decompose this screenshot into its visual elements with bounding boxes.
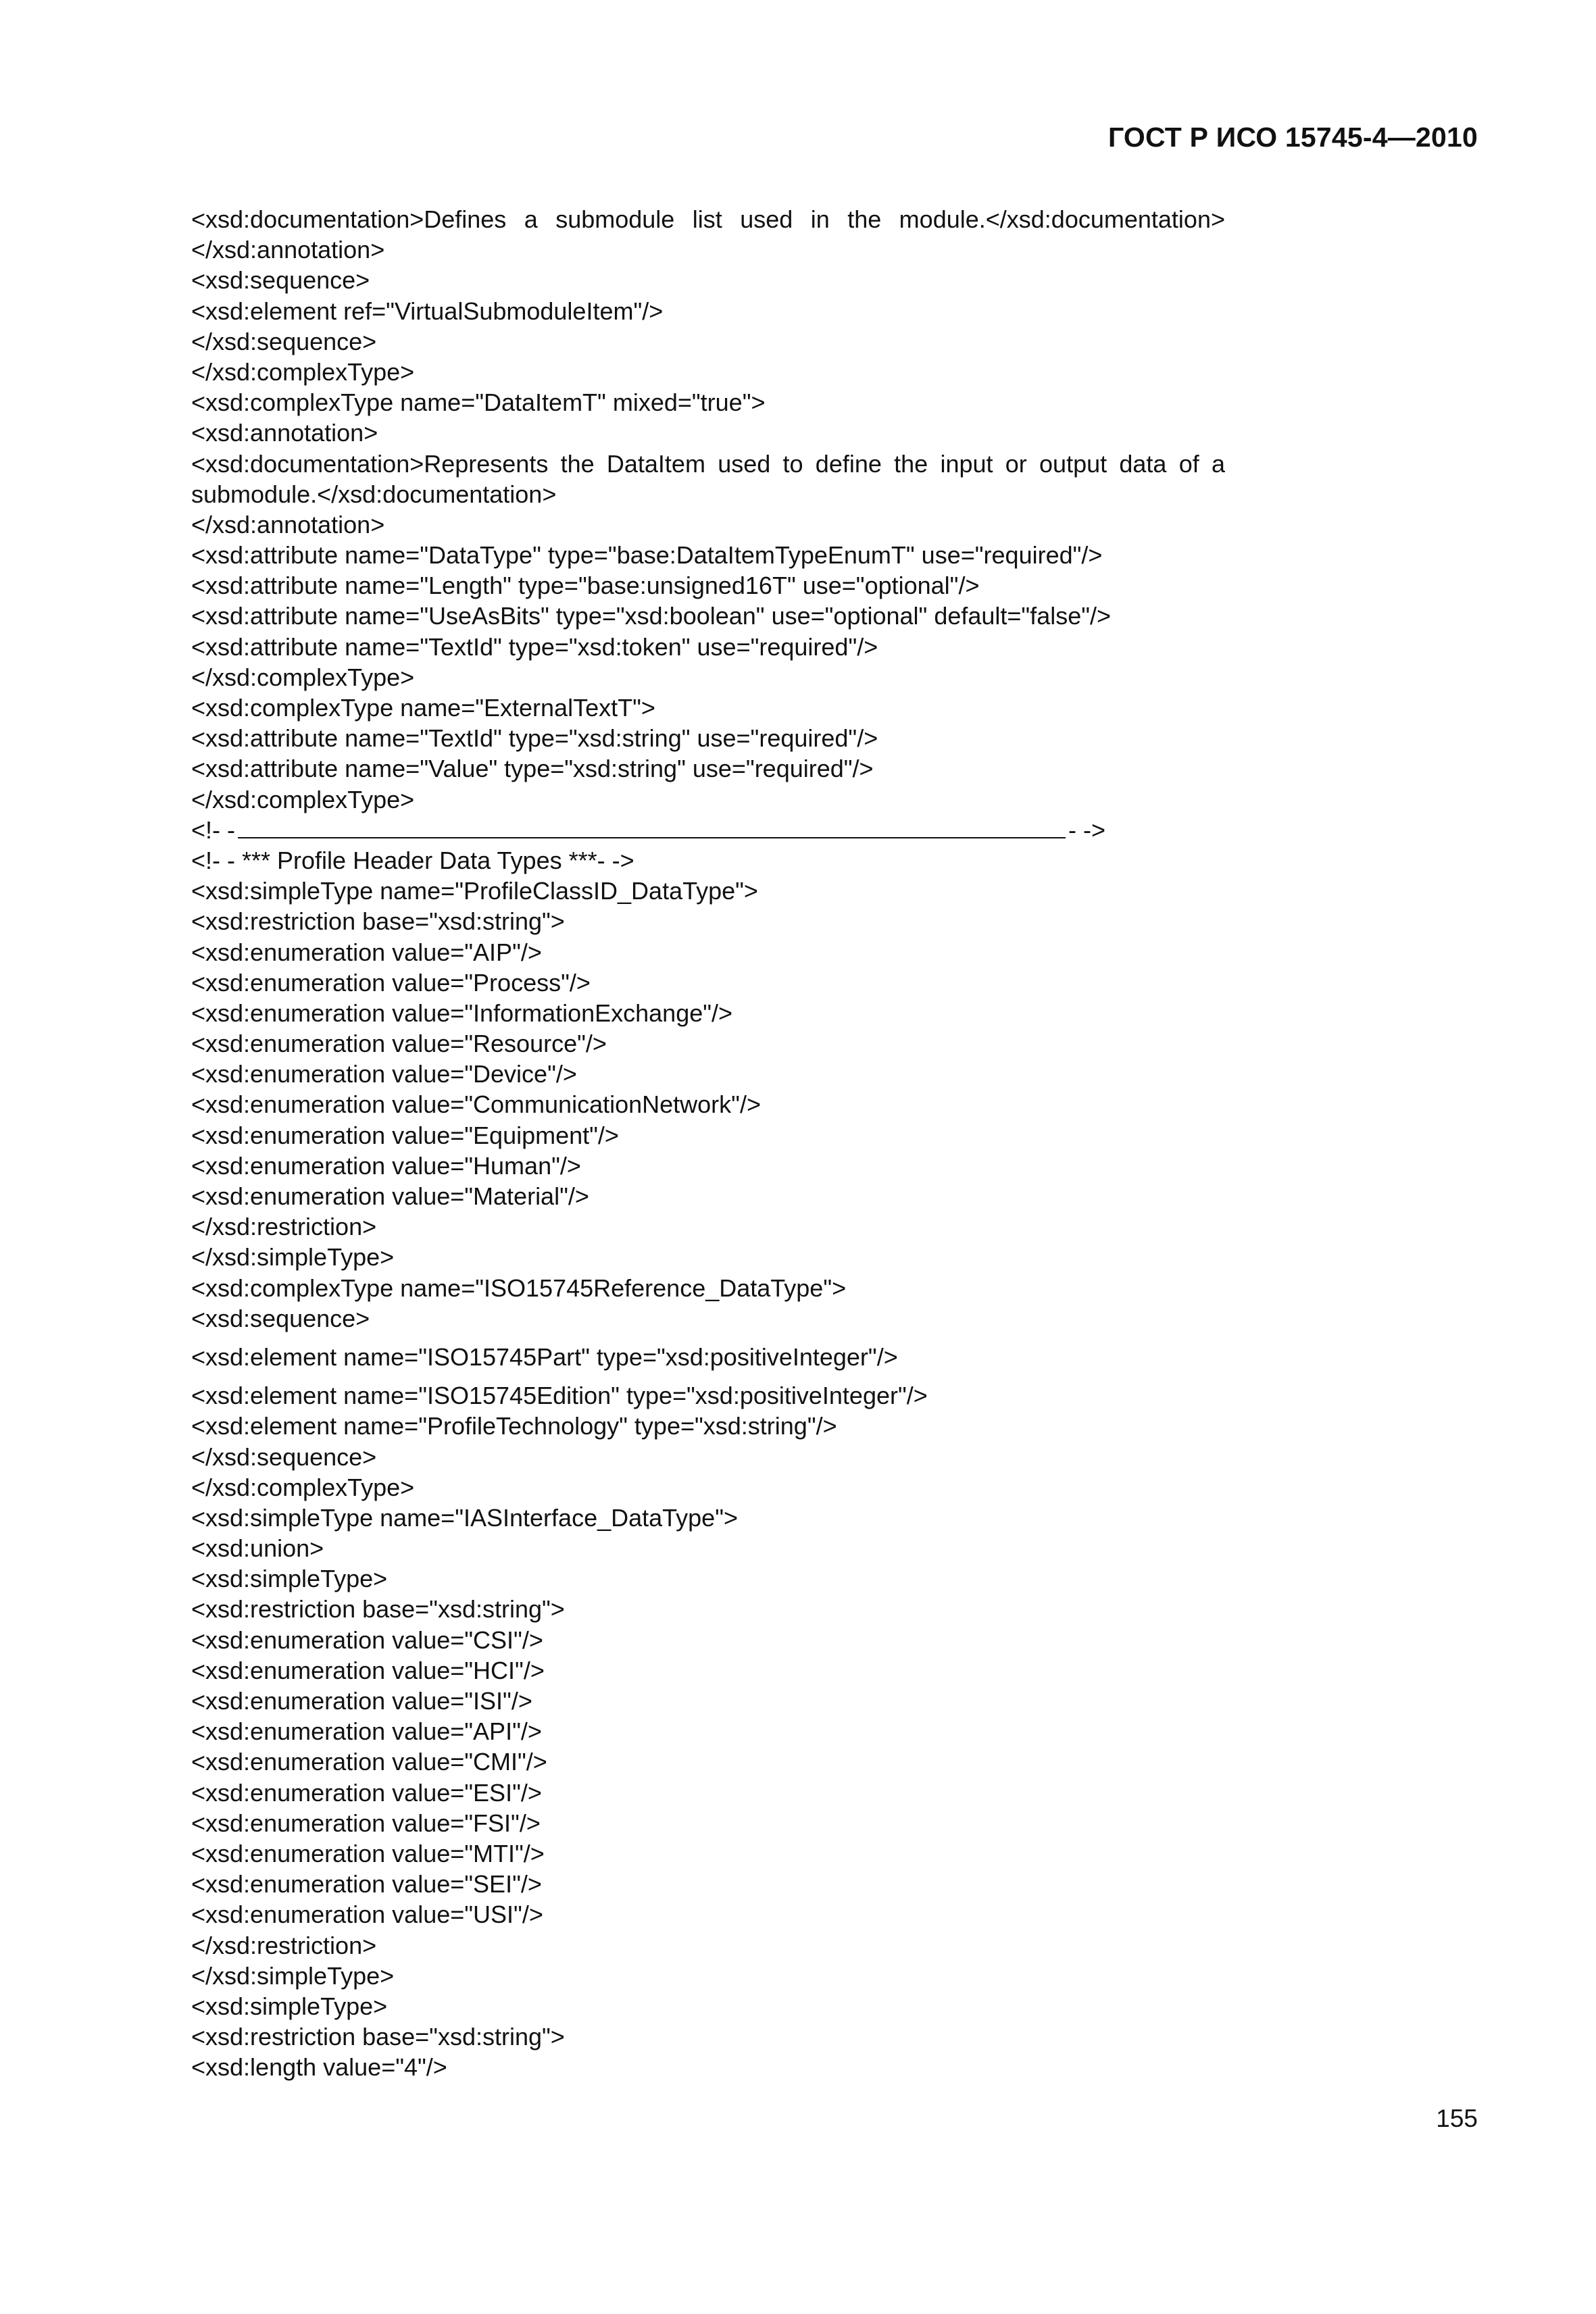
code-line: <xsd:complexType name="DataItemT" mixed="true"> [191,388,766,417]
code-line: <xsd:simpleType> [191,1565,388,1593]
code-line: <xsd:enumeration value="Human"/> [191,1151,581,1180]
code-line: <xsd:simpleType name="ProfileClassID_DataType"> [191,877,758,905]
code-line: <xsd:element name="ISO15745Part" type="xsd:positiveInteger"/> [191,1342,898,1371]
code-line: </xsd:restriction> [191,1213,377,1241]
code-line: </xsd:annotation> [191,236,385,264]
code-line: <xsd:annotation> [191,419,378,447]
code-line: <xsd:enumeration value="CSI"/> [191,1626,543,1654]
code-line: </xsd:sequence> [191,327,377,355]
code-line: <!- - *** Profile Header Data Types ***- -> [191,846,634,874]
code-line: <xsd:restriction base="xsd:string"> [191,907,565,936]
code-line: <xsd:restriction base="xsd:string"> [191,1595,565,1624]
code-line: </xsd:sequence> [191,1442,377,1471]
code-line: <xsd:element name="ISO15745Edition" type="xsd:positiveInteger"/> [191,1382,928,1410]
page-number: 155 [1436,2105,1478,2132]
code-line: <xsd:enumeration value="Resource"/> [191,1030,607,1058]
comment-separator [191,815,1225,845]
code-line: <xsd:element ref="VirtualSubmoduleItem"/> [191,297,664,325]
code-line: <xsd:complexType name="ExternalTextT"> [191,694,655,722]
code-line: <xsd:enumeration value="Device"/> [191,1060,577,1088]
code-line: <xsd:attribute name="UseAsBits" type="xsd:boolean" use="optional" default="false"/> [191,602,1112,630]
code-line: <xsd:enumeration value="API"/> [191,1717,542,1746]
code-line: </xsd:restriction> [191,1931,377,1959]
code-line: <xsd:enumeration value="AIP"/> [191,938,542,966]
code-line: <xsd:enumeration value="Equipment"/> [191,1121,619,1149]
code-line: submodule.</xsd:documentation> [191,480,557,508]
code-line: <xsd:enumeration value="Material"/> [191,1182,589,1210]
code-line: <xsd:enumeration value="InformationExchange"/> [191,999,733,1027]
separator-rule [238,818,1066,838]
code-line: <xsd:length value="4"/> [191,2053,447,2082]
code-line: <xsd:documentation>Represents the DataItem used to define the input or output data of a [191,449,1225,478]
code-line: <xsd:attribute name="TextId" type="xsd:string" use="required"/> [191,724,878,753]
code-line: <xsd:attribute name="Value" type="xsd:string" use="required"/> [191,755,874,783]
code-line: <xsd:attribute name="Length" type="base:unsigned16T" use="optional"/> [191,572,980,600]
code-line: <xsd:attribute name="DataType" type="base:DataItemTypeEnumT" use="required"/> [191,541,1103,570]
code-line: <xsd:enumeration value="USI"/> [191,1901,543,1929]
code-line: <xsd:enumeration value="Process"/> [191,968,591,997]
code-line: <xsd:element name="ProfileTechnology" type="xsd:string"/> [191,1412,837,1440]
xsd-code-listing [191,204,1225,2082]
code-line: <xsd:enumeration value="MTI"/> [191,1839,545,1867]
code-line: <xsd:simpleType> [191,1992,388,2020]
code-line: </xsd:complexType> [191,663,415,691]
code-line: <xsd:enumeration value="HCI"/> [191,1656,545,1684]
code-line: <xsd:restriction base="xsd:string"> [191,2023,565,2051]
code-line: </xsd:simpleType> [191,1243,395,1272]
code-line: </xsd:annotation> [191,510,385,538]
document-header: ГОСТ Р ИСО 15745-4—2010 [1108,122,1478,153]
code-line: <xsd:enumeration value="ISI"/> [191,1687,532,1715]
code-line: </xsd:complexType> [191,785,415,813]
code-line: <xsd:complexType name="ISO15745Reference_DataType"> [191,1274,847,1302]
code-line: <xsd:sequence> [191,1304,370,1332]
code-line: <xsd:enumeration value="ESI"/> [191,1778,542,1807]
separator-close: - -> [1068,815,1106,844]
code-line: <xsd:documentation>Defines a submodule list used in the module.</xsd:documentation> [191,205,1225,233]
code-line: <xsd:enumeration value="CMI"/> [191,1748,547,1776]
code-line: <xsd:union> [191,1534,324,1563]
code-line: <xsd:sequence> [191,266,370,295]
code-line: </xsd:complexType> [191,1473,415,1501]
code-line: <xsd:attribute name="TextId" type="xsd:token" use="required"/> [191,632,878,661]
code-line: <xsd:enumeration value="SEI"/> [191,1870,542,1898]
code-line: <xsd:simpleType name="IASInterface_DataType"> [191,1503,738,1532]
code-line: </xsd:complexType> [191,357,415,386]
code-line: <xsd:enumeration value="CommunicationNetwork"/> [191,1090,761,1119]
code-line: <xsd:enumeration value="FSI"/> [191,1809,541,1837]
separator-open: <!- - [191,815,236,844]
code-line: </xsd:simpleType> [191,1961,395,1990]
